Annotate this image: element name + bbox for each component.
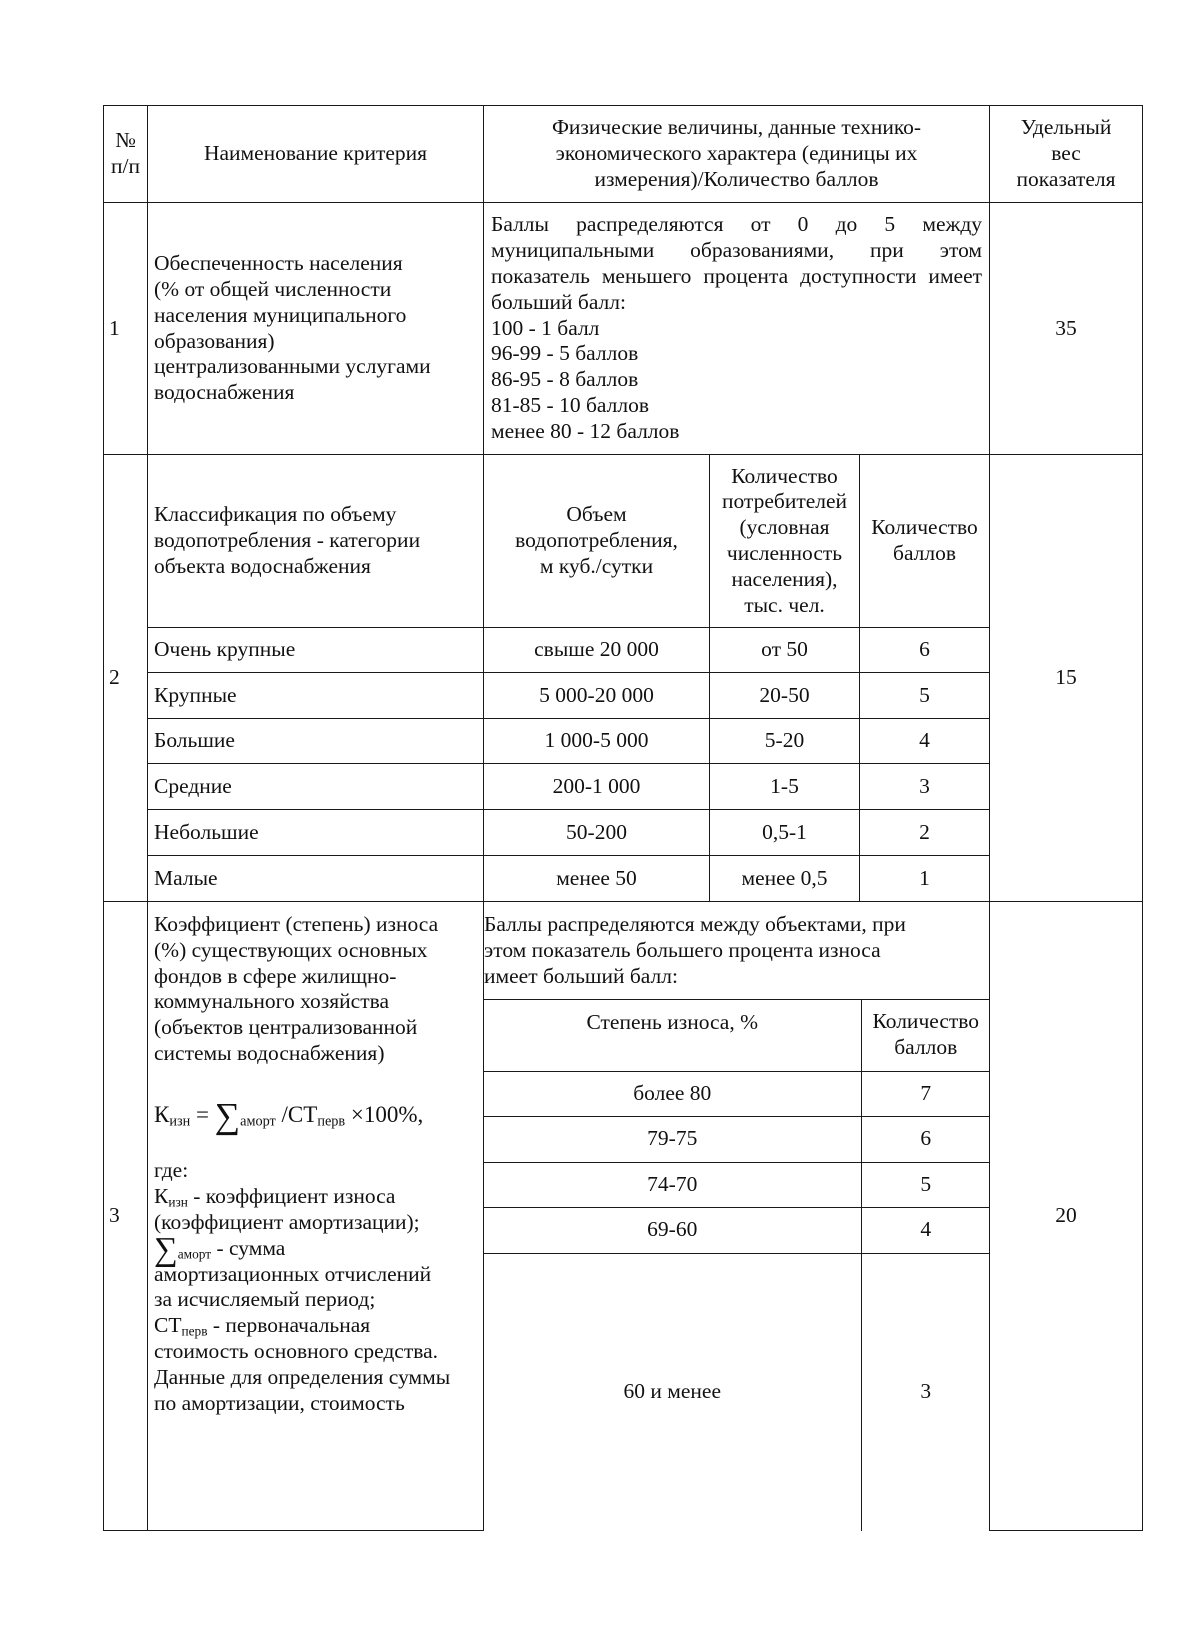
category-name: Средние	[148, 764, 484, 810]
category-consumers: 20-50	[710, 673, 860, 719]
row2-col-points: Количество баллов	[860, 455, 990, 628]
row3-def-k: $К_{изн}$ - коэффициент износа (коэффициент амортизации);	[154, 1184, 420, 1234]
wear-level-row	[484, 1207, 990, 1253]
criteria-table	[103, 105, 1143, 1531]
wear-points: 5	[861, 1162, 990, 1207]
wear-range: 60 и менее	[484, 1253, 861, 1531]
wear-range: 74-70	[484, 1162, 861, 1207]
category-volume: 50-200	[484, 810, 710, 856]
row2-num: 2	[104, 455, 148, 902]
category-points: 2	[860, 810, 990, 856]
category-row	[104, 764, 1143, 810]
wear-points: 6	[861, 1116, 990, 1162]
wear-table	[484, 902, 990, 1531]
category-name: Очень крупные	[148, 628, 484, 673]
row3-criterion: Коэффициент (степень) износа (%) существующих основных фондов в сфере жилищно- коммунального хозяйства (объектов централизованной системы водоснабжения)	[154, 912, 439, 1065]
row1-scale-item: менее 80 - 12 баллов	[491, 418, 680, 443]
row3-intro: Баллы распределяются между объектами, при этом показатель большего процента износа имеет больший балл:	[484, 902, 990, 999]
criterion-row-3	[104, 902, 1143, 1531]
wear-range: более 80	[484, 1071, 861, 1116]
row2-criterion: Классификация по объему водопотребления - категории объекта водоснабжения	[148, 455, 484, 628]
row3-col-points: Количество баллов	[861, 999, 990, 1071]
row3-def-ct: $СТ_{перв}$ - первоначальная стоимость основного средства. Данные для определения суммы по амортизации, стоимость	[154, 1313, 451, 1415]
category-row	[104, 810, 1143, 856]
category-consumers: 0,5-1	[710, 810, 860, 856]
category-points: 1	[860, 856, 990, 902]
header-weight: Удельный вес показателя	[990, 106, 1143, 203]
row1-intro: Баллы распределяются от 0 до 5 между муниципальными образованиями, при этом показатель меньшего процента доступности имеет больший балл:	[491, 212, 983, 314]
row1-weight: 35	[990, 203, 1143, 455]
header-values: Физические величины, данные технико- экономического характера (единицы их измерения)/Количество баллов	[484, 106, 990, 203]
row2-col-consumers: Количество потребителей (условная численность населения), тыс. чел.	[710, 455, 860, 628]
row3-weight: 20	[990, 902, 1143, 1531]
wear-level-row	[484, 1116, 990, 1162]
category-name: Небольшие	[148, 810, 484, 856]
row1-scale-item: 86-95 - 8 баллов	[491, 367, 639, 392]
category-volume: свыше 20 000	[484, 628, 710, 673]
row3-values	[484, 902, 990, 1531]
criterion-row-2-header	[104, 455, 1143, 628]
wear-level-row	[484, 1253, 990, 1531]
wear-points: 7	[861, 1071, 990, 1116]
category-name: Большие	[148, 719, 484, 764]
row2-col-volume: Объем водопотребления, м куб./сутки	[484, 455, 710, 628]
category-consumers: от 50	[710, 628, 860, 673]
wear-points: 4	[861, 1207, 990, 1253]
row1-scale-item: 100 - 1 балл	[491, 315, 600, 340]
row2-weight: 15	[990, 455, 1143, 902]
row1-values	[484, 203, 990, 455]
wear-points: 3	[861, 1253, 990, 1531]
category-row	[104, 673, 1143, 719]
category-row	[104, 628, 1143, 673]
row3-def-sum: $\sum_{аморт}$ - сумма амортизационных отчислений за исчисляемый период;	[154, 1230, 432, 1312]
category-name: Крупные	[148, 673, 484, 719]
header-row	[104, 106, 1143, 203]
category-row	[104, 856, 1143, 902]
sum-icon: ∑	[214, 1095, 241, 1136]
header-criterion: Наименование критерия	[148, 106, 484, 203]
row3-col-wear: Степень износа, %	[484, 999, 861, 1071]
category-consumers: 1-5	[710, 764, 860, 810]
row1-scale-item: 96-99 - 5 баллов	[491, 341, 639, 366]
category-volume: 5 000-20 000	[484, 673, 710, 719]
category-points: 6	[860, 628, 990, 673]
category-consumers: 5-20	[710, 719, 860, 764]
category-points: 5	[860, 673, 990, 719]
wear-level-row	[484, 1162, 990, 1207]
category-points: 4	[860, 719, 990, 764]
row1-num: 1	[104, 203, 148, 455]
wear-formula: $К_{изн} = \sum_{аморт}$ $/СТ_{перв} \times 100\%$,	[154, 1095, 424, 1136]
category-name: Малые	[148, 856, 484, 902]
sum-icon: ∑	[154, 1230, 178, 1268]
row1-scale-item: 81-85 - 10 баллов	[491, 392, 649, 417]
row3-criterion-cell	[148, 902, 484, 1531]
wear-level-row	[484, 1071, 990, 1116]
row3-where: где:	[154, 1158, 189, 1183]
category-consumers: менее 0,5	[710, 856, 860, 902]
criterion-row-1	[104, 203, 1143, 455]
category-volume: 1 000-5 000	[484, 719, 710, 764]
row1-criterion: Обеспеченность населения (% от общей численности населения муниципального образования) централизованными услугами водоснабжения	[148, 203, 484, 455]
row3-num: 3	[104, 902, 148, 1531]
wear-range: 69-60	[484, 1207, 861, 1253]
header-num: № п/п	[104, 106, 148, 203]
category-points: 3	[860, 764, 990, 810]
wear-range: 79-75	[484, 1116, 861, 1162]
category-volume: менее 50	[484, 856, 710, 902]
category-row	[104, 719, 1143, 764]
category-volume: 200-1 000	[484, 764, 710, 810]
